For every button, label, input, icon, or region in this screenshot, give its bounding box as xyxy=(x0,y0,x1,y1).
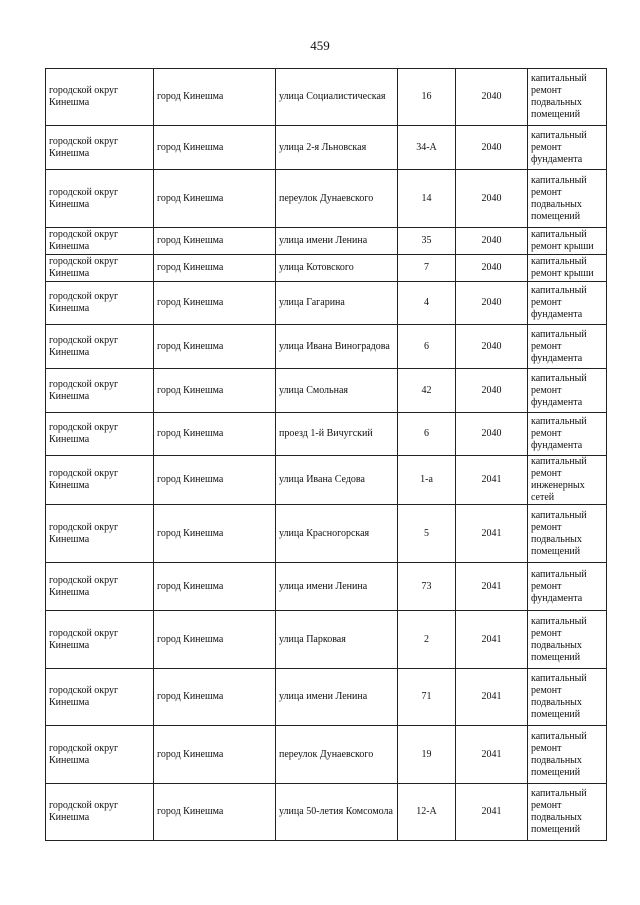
cell-okrug: городской округ Кинешма xyxy=(46,456,154,505)
cell-street: улица 50-летия Комсомола xyxy=(276,784,398,841)
cell-street: улица Гагарина xyxy=(276,282,398,325)
cell-okrug: городской округ Кинешма xyxy=(46,563,154,611)
table-row xyxy=(46,325,607,369)
cell-street: улица имени Ленина xyxy=(276,228,398,255)
table-row xyxy=(46,669,607,726)
cell-house: 35 xyxy=(398,228,456,255)
cell-house: 6 xyxy=(398,325,456,369)
cell-city: город Кинешма xyxy=(154,369,276,413)
cell-city: город Кинешма xyxy=(154,669,276,726)
cell-okrug: городской округ Кинешма xyxy=(46,170,154,228)
cell-work: капитальный ремонт крыши xyxy=(528,255,607,282)
cell-year: 2041 xyxy=(456,611,528,669)
cell-street: улица Ивана Седова xyxy=(276,456,398,505)
cell-year: 2040 xyxy=(456,369,528,413)
cell-work: капитальный ремонт фундамента xyxy=(528,413,607,456)
page-number: 459 xyxy=(310,38,330,53)
cell-work: капитальный ремонт фундамента xyxy=(528,282,607,325)
table-row xyxy=(46,369,607,413)
cell-year: 2040 xyxy=(456,325,528,369)
cell-house: 6 xyxy=(398,413,456,456)
cell-street: улица Красногорская xyxy=(276,505,398,563)
cell-work: капитальный ремонт крыши xyxy=(528,228,607,255)
cell-work: капитальный ремонт фундамента xyxy=(528,126,607,170)
table-row xyxy=(46,784,607,841)
cell-work: капитальный ремонт фундамента xyxy=(528,325,607,369)
cell-year: 2040 xyxy=(456,69,528,126)
cell-work: капитальный ремонт подвальных помещений xyxy=(528,170,607,228)
cell-okrug: городской округ Кинешма xyxy=(46,69,154,126)
cell-year: 2040 xyxy=(456,255,528,282)
cell-house: 12-А xyxy=(398,784,456,841)
cell-okrug: городской округ Кинешма xyxy=(46,126,154,170)
cell-city: город Кинешма xyxy=(154,413,276,456)
cell-house: 2 xyxy=(398,611,456,669)
cell-work: капитальный ремонт инженерных сетей xyxy=(528,456,607,505)
table-row xyxy=(46,282,607,325)
cell-year: 2040 xyxy=(456,228,528,255)
cell-okrug: городской округ Кинешма xyxy=(46,784,154,841)
cell-okrug: городской округ Кинешма xyxy=(46,282,154,325)
table-row xyxy=(46,69,607,126)
cell-city: город Кинешма xyxy=(154,282,276,325)
table-row xyxy=(46,170,607,228)
cell-work: капитальный ремонт подвальных помещений xyxy=(528,784,607,841)
cell-work: капитальный ремонт подвальных помещений xyxy=(528,611,607,669)
table-row xyxy=(46,726,607,784)
table-row xyxy=(46,505,607,563)
cell-work: капитальный ремонт фундамента xyxy=(528,369,607,413)
cell-street: переулок Дунаевского xyxy=(276,726,398,784)
cell-city: город Кинешма xyxy=(154,126,276,170)
cell-house: 16 xyxy=(398,69,456,126)
cell-year: 2041 xyxy=(456,505,528,563)
cell-year: 2040 xyxy=(456,282,528,325)
cell-okrug: городской округ Кинешма xyxy=(46,369,154,413)
cell-house: 4 xyxy=(398,282,456,325)
cell-street: улица Котовского xyxy=(276,255,398,282)
cell-work: капитальный ремонт фундамента xyxy=(528,563,607,611)
cell-street: улица Ивана Виноградова xyxy=(276,325,398,369)
cell-okrug: городской округ Кинешма xyxy=(46,325,154,369)
table-row xyxy=(46,563,607,611)
cell-house: 34-А xyxy=(398,126,456,170)
cell-city: город Кинешма xyxy=(154,784,276,841)
cell-city: город Кинешма xyxy=(154,255,276,282)
table-row xyxy=(46,255,607,282)
cell-okrug: городской округ Кинешма xyxy=(46,413,154,456)
cell-okrug: городской округ Кинешма xyxy=(46,611,154,669)
cell-street: проезд 1-й Вичугский xyxy=(276,413,398,456)
cell-street: улица Парковая xyxy=(276,611,398,669)
cell-house: 1-а xyxy=(398,456,456,505)
cell-house: 73 xyxy=(398,563,456,611)
cell-city: город Кинешма xyxy=(154,69,276,126)
cell-city: город Кинешма xyxy=(154,611,276,669)
cell-house: 14 xyxy=(398,170,456,228)
cell-city: город Кинешма xyxy=(154,170,276,228)
cell-okrug: городской округ Кинешма xyxy=(46,228,154,255)
cell-work: капитальный ремонт подвальных помещений xyxy=(528,505,607,563)
cell-street: улица имени Ленина xyxy=(276,563,398,611)
cell-street: переулок Дунаевского xyxy=(276,170,398,228)
cell-house: 5 xyxy=(398,505,456,563)
cell-house: 42 xyxy=(398,369,456,413)
cell-city: город Кинешма xyxy=(154,456,276,505)
cell-year: 2040 xyxy=(456,413,528,456)
table-row xyxy=(46,456,607,505)
cell-city: город Кинешма xyxy=(154,228,276,255)
cell-year: 2041 xyxy=(456,456,528,505)
cell-okrug: городской округ Кинешма xyxy=(46,669,154,726)
cell-house: 19 xyxy=(398,726,456,784)
cell-house: 7 xyxy=(398,255,456,282)
cell-okrug: городской округ Кинешма xyxy=(46,726,154,784)
cell-work: капитальный ремонт подвальных помещений xyxy=(528,69,607,126)
cell-work: капитальный ремонт подвальных помещений xyxy=(528,669,607,726)
table-row xyxy=(46,228,607,255)
cell-year: 2041 xyxy=(456,563,528,611)
cell-year: 2040 xyxy=(456,170,528,228)
table-row xyxy=(46,126,607,170)
cell-okrug: городской округ Кинешма xyxy=(46,505,154,563)
table-body xyxy=(46,69,607,841)
table-row xyxy=(46,611,607,669)
cell-year: 2041 xyxy=(456,726,528,784)
cell-city: город Кинешма xyxy=(154,726,276,784)
cell-street: улица Смольная xyxy=(276,369,398,413)
cell-city: город Кинешма xyxy=(154,563,276,611)
cell-work: капитальный ремонт подвальных помещений xyxy=(528,726,607,784)
cell-street: улица имени Ленина xyxy=(276,669,398,726)
cell-street: улица Социалистическая xyxy=(276,69,398,126)
cell-city: город Кинешма xyxy=(154,505,276,563)
repair-schedule-table xyxy=(45,68,607,841)
table-row xyxy=(46,413,607,456)
cell-okrug: городской округ Кинешма xyxy=(46,255,154,282)
cell-year: 2041 xyxy=(456,669,528,726)
cell-year: 2041 xyxy=(456,784,528,841)
cell-house: 71 xyxy=(398,669,456,726)
cell-year: 2040 xyxy=(456,126,528,170)
cell-city: город Кинешма xyxy=(154,325,276,369)
cell-street: улица 2-я Льновская xyxy=(276,126,398,170)
